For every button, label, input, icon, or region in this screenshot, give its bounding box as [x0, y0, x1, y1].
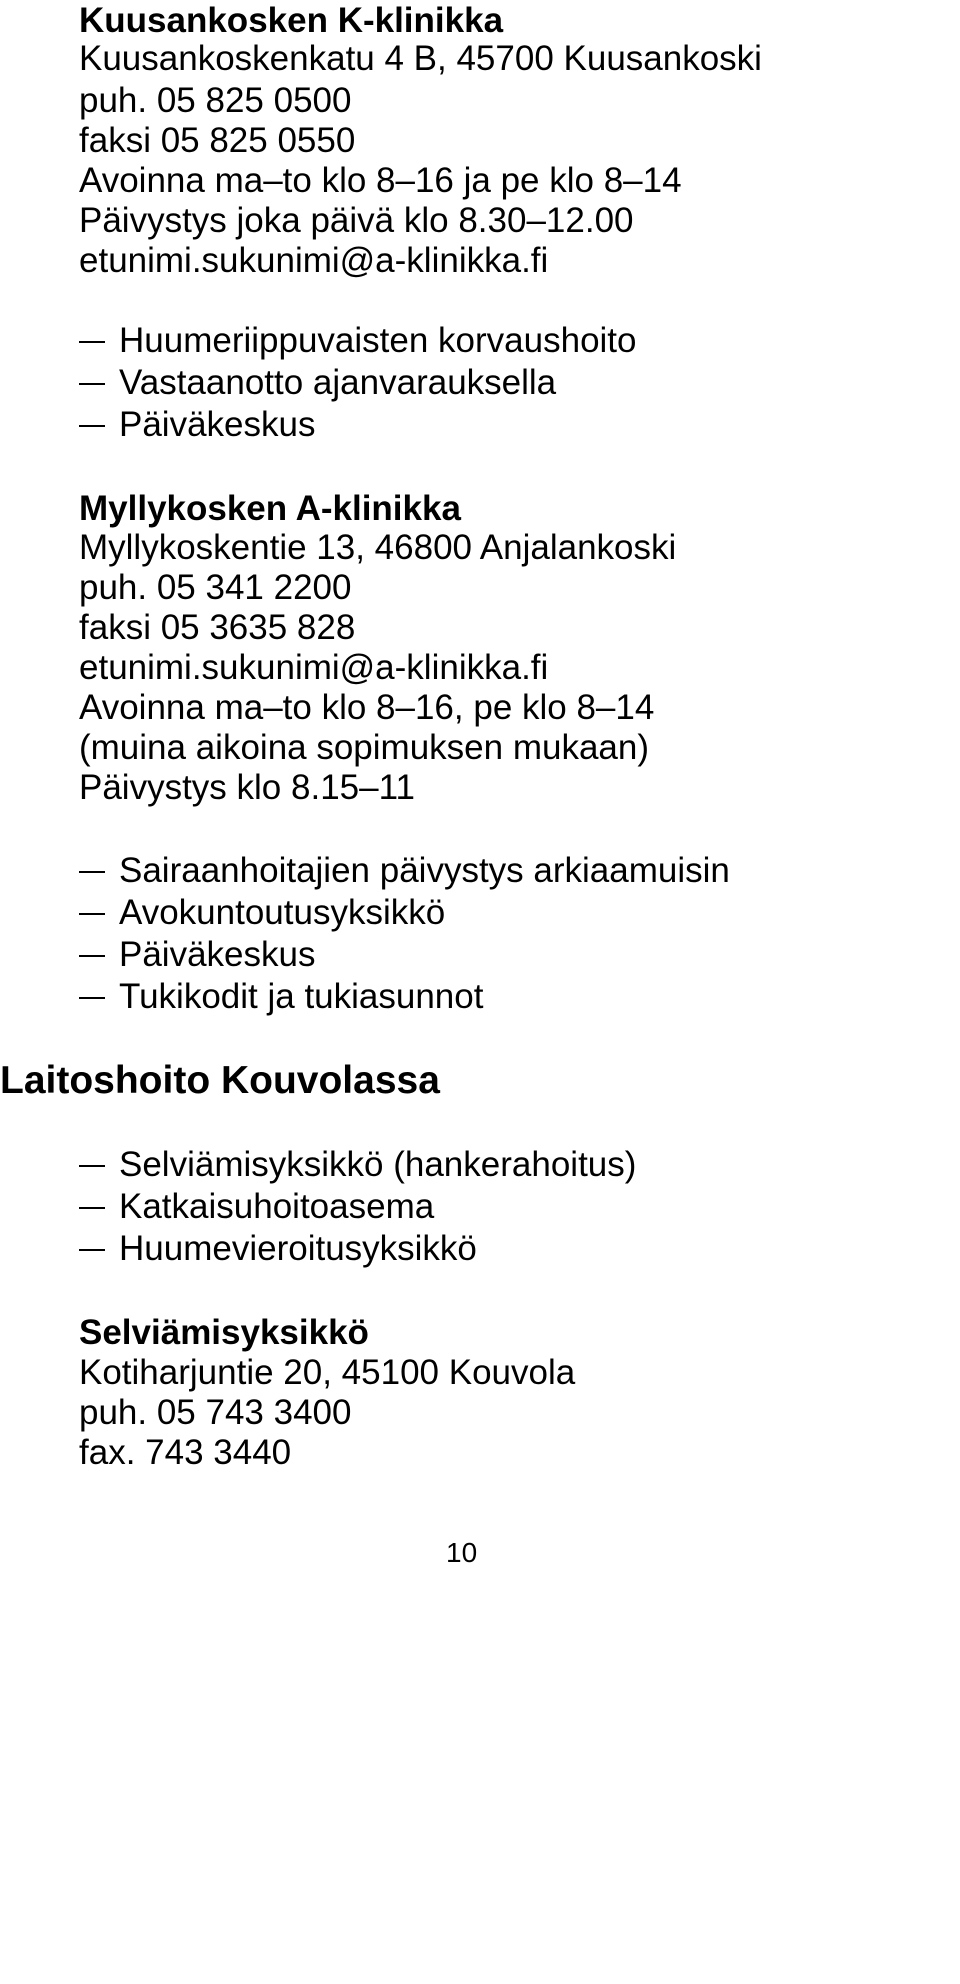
bullet-item: Vastaanotto ajanvarauksella: [119, 363, 557, 402]
kuusankoski-phone: puh. 05 825 0500: [79, 81, 352, 120]
bullet-item: Huumeriippuvaisten korvaushoito: [119, 321, 637, 360]
bullet-dash: [79, 341, 105, 343]
bullet-item: Huumevieroitusyksikkö: [119, 1229, 477, 1268]
kuusankoski-duty: Päivystys joka päivä klo 8.30–12.00: [79, 201, 634, 240]
bullet-dash: [79, 1207, 105, 1209]
bullet-dash: [79, 997, 105, 999]
kuusankoski-address: Kuusankoskenkatu 4 B, 45700 Kuusankoski: [79, 39, 762, 78]
section-heading: Laitoshoito Kouvolassa: [0, 1059, 440, 1102]
kuusankoski-hours: Avoinna ma–to klo 8–16 ja pe klo 8–14: [79, 161, 682, 200]
selviamis-title: Selviämisyksikkö: [79, 1313, 369, 1352]
kuusankoski-email: etunimi.sukunimi@a-klinikka.fi: [79, 241, 549, 280]
myllykoski-title: Myllykosken A-klinikka: [79, 489, 461, 528]
selviamis-fax: fax. 743 3440: [79, 1433, 292, 1472]
myllykoski-phone: puh. 05 341 2200: [79, 568, 352, 607]
bullet-item: Sairaanhoitajien päivystys arkiaamuisin: [119, 851, 730, 890]
myllykoski-email: etunimi.sukunimi@a-klinikka.fi: [79, 648, 549, 687]
myllykoski-hours: Avoinna ma–to klo 8–16, pe klo 8–14: [79, 688, 655, 727]
myllykoski-fax: faksi 05 3635 828: [79, 608, 356, 647]
bullet-item: Selviämisyksikkö (hankerahoitus): [119, 1145, 637, 1184]
page-number: 10: [446, 1537, 478, 1568]
kuusankoski-fax: faksi 05 825 0550: [79, 121, 356, 160]
myllykoski-hours-note: (muina aikoina sopimuksen mukaan): [79, 728, 649, 767]
bullet-dash: [79, 955, 105, 957]
bullet-dash: [79, 1249, 105, 1251]
bullet-dash: [79, 871, 105, 873]
bullet-dash: [79, 1165, 105, 1167]
selviamis-phone: puh. 05 743 3400: [79, 1393, 352, 1432]
bullet-item: Tukikodit ja tukiasunnot: [119, 977, 484, 1016]
bullet-dash: [79, 425, 105, 427]
selviamis-address: Kotiharjuntie 20, 45100 Kouvola: [79, 1353, 576, 1392]
bullet-dash: [79, 383, 105, 385]
myllykoski-duty: Päivystys klo 8.15–11: [79, 768, 415, 807]
bullet-dash: [79, 913, 105, 915]
kuusankoski-title: Kuusankosken K-klinikka: [79, 1, 504, 40]
bullet-item: Katkaisuhoitoasema: [119, 1187, 435, 1226]
bullet-item: Avokuntoutusyksikkö: [119, 893, 446, 932]
bullet-item: Päiväkeskus: [119, 405, 316, 444]
myllykoski-address: Myllykoskentie 13, 46800 Anjalankoski: [79, 528, 677, 567]
bullet-item: Päiväkeskus: [119, 935, 316, 974]
